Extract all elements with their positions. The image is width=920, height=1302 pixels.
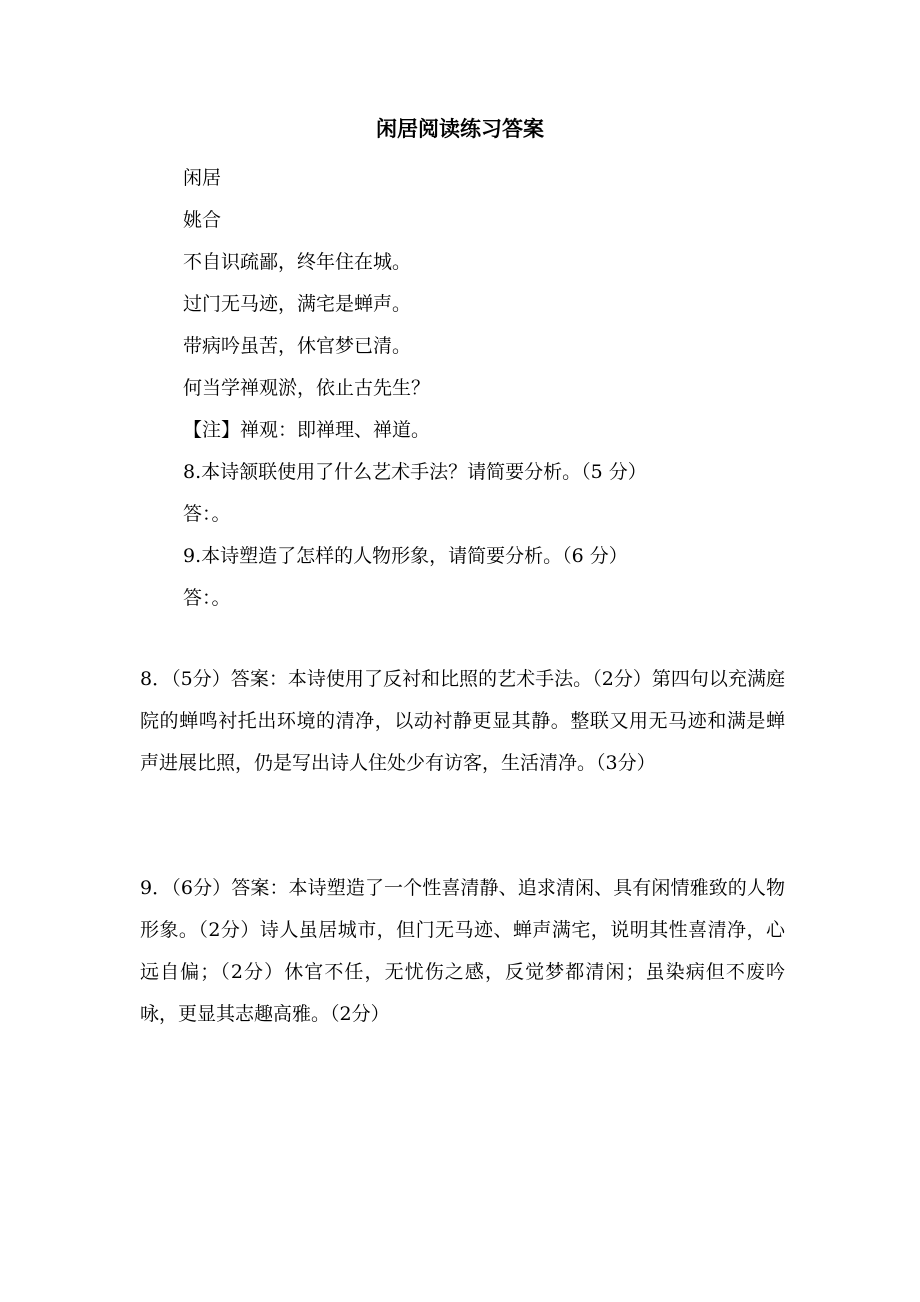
- poem-author: 姚合: [183, 209, 222, 231]
- answer-8-paragraph: 8．（5分）答案：本诗使用了反衬和比照的艺术手法。（2分）第四句以充满庭院的蝉鸣衬托出环境的清净，以动衬静更显其静。整联又用无马迹和满是蝉声进展比照，仍是写出诗人住处少有访客，生活清净。（3分）: [140, 668, 785, 774]
- poem-section: [183, 157, 803, 619]
- poem-note: 【注】禅观：即禅理、禅道。: [183, 419, 431, 441]
- answer-9-paragraph: 9．（6分）答案：本诗塑造了一个性喜清静、追求清闲、具有闲情雅致的人物形象。（2分）诗人虽居城市，但门无马迹、蝉声满宅，说明其性喜清净，心远自偏；（2分）休官不任，无忧伤之感，反觉梦都清闲；虽染病但不废吟咏，更显其志趣高雅。（2分）: [140, 877, 785, 1025]
- question-9-answer-prompt: 答：。: [183, 587, 231, 609]
- question-9: 9.本诗塑造了怎样的人物形象，请简要分析。（6 分）: [183, 545, 628, 567]
- poem-line: 过门无马迹，满宅是蝉声。: [183, 293, 412, 315]
- question-8-answer-prompt: 答：。: [183, 503, 231, 525]
- document-title: 闲居阅读练习答案: [376, 116, 544, 141]
- poem-line: 何当学禅观淤，依止古先生？: [183, 377, 431, 399]
- question-8: 8.本诗颔联使用了什么艺术手法？请简要分析。（5 分）: [183, 461, 647, 483]
- poem-line: 带病吟虽苦，休官梦已清。: [183, 335, 412, 357]
- poem-title: 闲居: [183, 167, 222, 189]
- poem-line: 不自识疏鄙，终年住在城。: [183, 251, 412, 273]
